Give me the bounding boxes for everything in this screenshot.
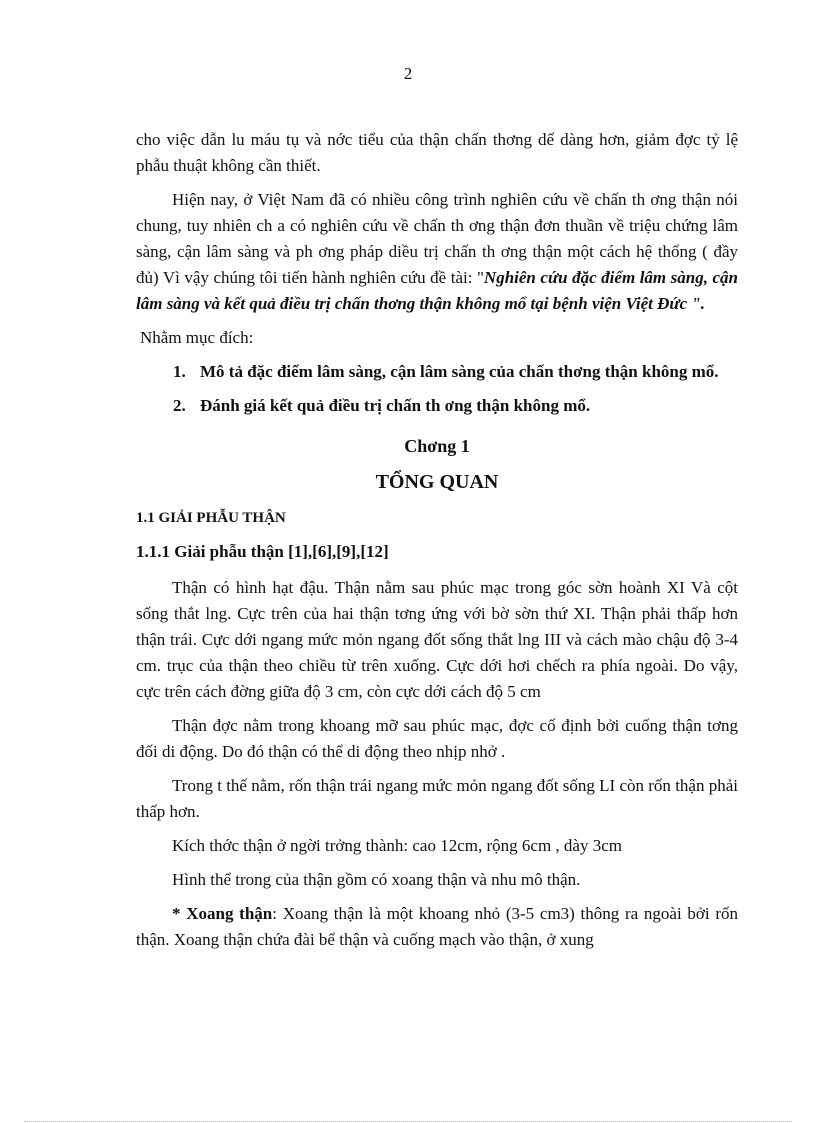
objective-number: 2. (173, 396, 186, 415)
paragraph-kidney-structure: Hình thể trong của thận gồm có xoang thận và nhu mô thận. (172, 870, 581, 889)
paragraph-kidney-hilum: Trong t thế nằm, rốn thận trái ngang mức mỏn ngang đốt sống LI còn rốn thận phải thấp hơn. (136, 776, 738, 821)
paragraph-kidney-shape: Thận có hình hạt đậu. Thận nằm sau phúc mạc trong góc sờn hoành XI Và cột sống thắt lng. Cực trên của hai thận tơng ứng với bờ sờn thứ XI. Thận phải thấp hơn thận trái. Cực dới ngang mức mỏn ngang đốt sống thắt lng III và cách mào chậu độ 3-4 cm. trục của thận theo chiều từ trên xuống. Cực dới hơi chếch ra phía ngoài. Do vậy, cực trên cách đờng giữa độ 3 cm, còn cực dới cách độ 5 cm (136, 578, 738, 701)
paragraph-renal-sinus (136, 901, 738, 953)
renal-sinus-text: : Xoang thận là một khoang nhỏ (3-5 cm3) thông ra ngoài bởi rốn thận. Xoang thận chứa đài bể thận và cuống mạch vào thận, ở xung (136, 904, 738, 949)
objective-item (173, 393, 738, 419)
document-body (136, 127, 738, 961)
paragraph-research-context (136, 187, 738, 317)
chapter-title: TỔNG QUAN (375, 471, 499, 493)
renal-sinus-term: * Xoang thận (172, 904, 273, 923)
subsection-heading: 1.1.1 Giải phẫu thận [1],[6],[9],[12] (136, 542, 389, 561)
objective-item (173, 359, 738, 385)
purpose-lead: Nhằm mục đích: (140, 328, 254, 347)
chapter-label: Chơng 1 (404, 436, 470, 456)
research-context-text: Hiện nay, ở Việt Nam đã có nhiều công trình nghiên cứu về chấn th ơng thận nói chung, tuy nhiên ch a có nghiên cứu về chấn th ơng thận đơn thuần về triệu chứng lâm sàng, cận lâm sàng và ph ơng pháp diều trị chấn th ơng thận một cách hệ thống ( đầy đủ) Vì vậy chúng tôi tiến hành nghiên cứu đề tài: " (136, 190, 738, 287)
objective-number: 1. (173, 362, 186, 381)
page-number: 2 (403, 64, 413, 83)
paragraph-kidney-size: Kích thớc thận ở ngời trởng thành: cao 12cm, rộng 6cm , dày 3cm (172, 836, 622, 855)
paragraph-kidney-position: Thận đợc nằm trong khoang mỡ sau phúc mạc, đợc cố định bởi cuống thận tơng đối di động. Do đó thận có thể di động theo nhịp nhở . (136, 716, 738, 761)
research-title: Nghiên cứu đặc điểm lâm sàng, cận lâm sàng và kết quả điều trị chấn thơng thận không mổ tại bệnh viện Việt Đức ". (136, 268, 739, 313)
objective-text: Đánh giá kết quả điều trị chấn th ơng thận không mổ. (200, 396, 591, 415)
objective-text: Mô tả đặc điểm lâm sàng, cận lâm sàng của chấn thơng thận không mổ. (200, 362, 719, 381)
page-bottom-divider (24, 1121, 792, 1122)
paragraph-intro: cho việc dẫn lu máu tụ và nớc tiểu của thận chấn thơng dể dàng hơn, giảm đợc tỷ lệ phẫu thuật không cần thiết. (136, 130, 738, 175)
section-heading: 1.1 GIẢI PHẪU THẬN (136, 510, 286, 526)
